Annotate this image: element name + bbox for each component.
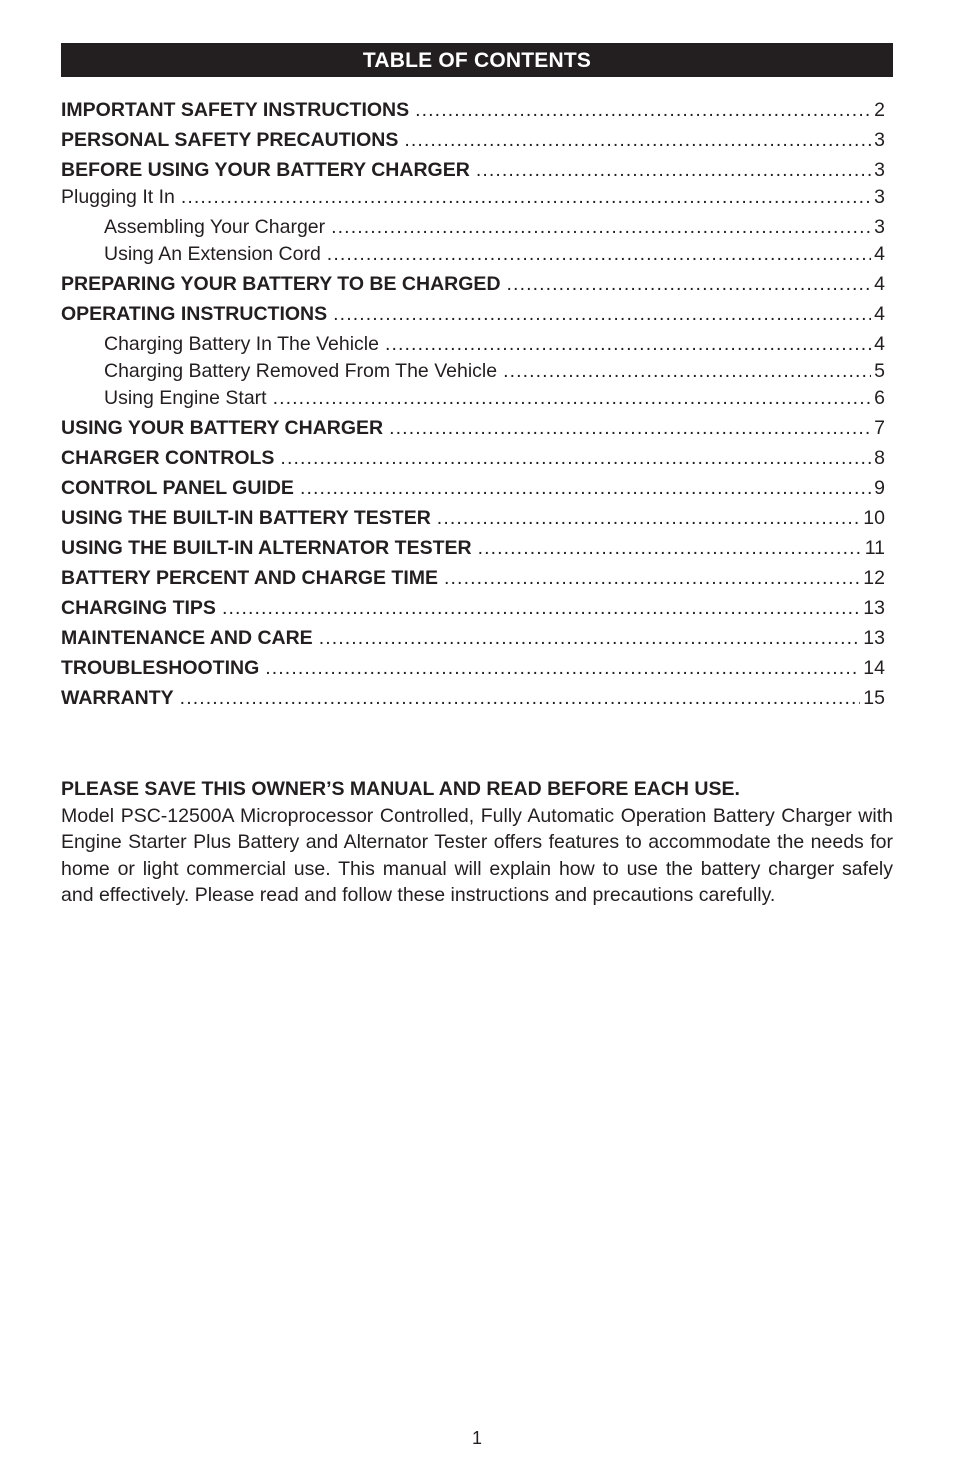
toc-entry[interactable] xyxy=(61,186,885,212)
toc-entry-label: USING THE BUILT-IN ALTERNATOR TESTER xyxy=(61,537,472,559)
toc-entry-label: PREPARING YOUR BATTERY TO BE CHARGED xyxy=(61,273,501,295)
toc-entry-label: TROUBLESHOOTING xyxy=(61,657,260,679)
toc-dot-leader xyxy=(273,387,872,410)
toc-entry-page: 11 xyxy=(864,537,885,559)
toc-entry-page: 13 xyxy=(863,627,885,649)
toc-dot-leader xyxy=(222,597,860,620)
toc-entry-label: WARRANTY xyxy=(61,687,174,709)
toc-entry-page: 2 xyxy=(874,99,885,121)
toc-dot-leader xyxy=(181,186,871,209)
toc-entry-label: MAINTENANCE AND CARE xyxy=(61,627,313,649)
toc-entry[interactable] xyxy=(61,129,885,155)
toc-entry-label: Using An Extension Cord xyxy=(104,243,321,265)
toc-entry[interactable] xyxy=(61,273,885,299)
toc-entry-page: 15 xyxy=(863,687,885,709)
toc-entry-page: 6 xyxy=(874,387,885,409)
toc-entry[interactable] xyxy=(61,360,885,386)
toc-entry-page: 8 xyxy=(874,447,885,469)
toc-dot-leader xyxy=(300,477,871,500)
toc-entry-label: OPERATING INSTRUCTIONS xyxy=(61,303,328,325)
intro-section xyxy=(61,776,893,909)
toc-dot-leader xyxy=(389,417,871,440)
toc-entry[interactable] xyxy=(61,387,885,413)
toc-entry-page: 3 xyxy=(874,216,885,238)
toc-dot-leader xyxy=(503,360,871,383)
toc-entry[interactable] xyxy=(61,507,885,533)
toc-entry[interactable] xyxy=(61,303,885,329)
toc-entry[interactable] xyxy=(61,216,885,242)
toc-dot-leader xyxy=(478,537,862,560)
toc-entry[interactable] xyxy=(61,687,885,713)
toc-entry-page: 9 xyxy=(874,477,885,499)
toc-entry-page: 4 xyxy=(874,273,885,295)
toc-entry-page: 12 xyxy=(863,567,885,589)
toc-dot-leader xyxy=(476,159,871,182)
toc-dot-leader xyxy=(444,567,860,590)
intro-heading: PLEASE SAVE THIS OWNER’S MANUAL AND READ BEFORE EACH USE. xyxy=(61,778,740,800)
toc-entry-label: Assembling Your Charger xyxy=(104,216,326,238)
toc-entry[interactable] xyxy=(61,447,885,473)
toc-dot-leader xyxy=(265,657,860,680)
toc-entry-label: USING YOUR BATTERY CHARGER xyxy=(61,417,384,439)
toc-entry-page: 4 xyxy=(874,303,885,325)
manual-page xyxy=(61,43,893,906)
toc-entry-page: 4 xyxy=(874,243,885,265)
toc-dot-leader xyxy=(180,687,861,710)
toc-dot-leader xyxy=(385,333,871,356)
toc-dot-leader xyxy=(437,507,861,530)
toc-entry[interactable] xyxy=(61,477,885,503)
toc-entry[interactable] xyxy=(61,567,885,593)
toc-entry-label: Using Engine Start xyxy=(104,387,267,409)
toc-dot-leader xyxy=(507,273,872,296)
toc-entry-label: USING THE BUILT-IN BATTERY TESTER xyxy=(61,507,431,529)
toc-dot-leader xyxy=(280,447,871,470)
toc-entry-page: 5 xyxy=(874,360,885,382)
toc-entry-label: Charging Battery Removed From The Vehicle xyxy=(104,360,498,382)
toc-entry-page: 4 xyxy=(874,333,885,355)
toc-entry[interactable] xyxy=(61,159,885,185)
toc-dot-leader xyxy=(415,99,871,122)
toc-entry[interactable] xyxy=(61,657,885,683)
toc-entry-page: 7 xyxy=(874,417,885,439)
toc-title: TABLE OF CONTENTS xyxy=(362,49,592,72)
toc-entry-page: 13 xyxy=(863,597,885,619)
toc-entry[interactable] xyxy=(61,537,885,563)
toc-entry[interactable] xyxy=(61,333,885,359)
page-number: 1 xyxy=(471,1428,482,1448)
toc-entry-label: PERSONAL SAFETY PRECAUTIONS xyxy=(61,129,399,151)
toc-dot-leader xyxy=(404,129,871,152)
toc-entry-label: Plugging It In xyxy=(61,186,175,208)
toc-dot-leader xyxy=(331,216,871,239)
toc-entry-label: CHARGING TIPS xyxy=(61,597,216,619)
toc-entry-page: 3 xyxy=(874,186,885,208)
toc-entry-page: 10 xyxy=(863,507,885,529)
toc-dot-leader xyxy=(333,303,871,326)
toc-entry[interactable] xyxy=(61,99,885,125)
toc-entry-page: 3 xyxy=(874,159,885,181)
toc-entry[interactable] xyxy=(61,597,885,623)
toc-entry[interactable] xyxy=(61,627,885,653)
toc-dot-leader xyxy=(327,243,871,266)
toc-header xyxy=(61,43,893,77)
toc-entry-page: 3 xyxy=(874,129,885,151)
toc-entry-page: 14 xyxy=(863,657,885,679)
toc-dot-leader xyxy=(319,627,861,650)
toc-entry-label: BEFORE USING YOUR BATTERY CHARGER xyxy=(61,159,470,181)
toc-entry-label: CHARGER CONTROLS xyxy=(61,447,275,469)
intro-body: Model PSC-12500A Microprocessor Controlled, Fully Automatic Operation Battery Charger with Engine Starter Plus Battery and Alternator Tester offers features to accommodate the needs for home or light commercial use. This manual will explain how to use the battery charger safely and effectively. Please read and follow these instructions and precautions carefully. xyxy=(61,804,893,906)
toc-entry-label: Charging Battery In The Vehicle xyxy=(104,333,379,355)
toc-entry[interactable] xyxy=(61,417,885,443)
toc-entry-label: BATTERY PERCENT AND CHARGE TIME xyxy=(61,567,439,589)
toc-entry-label: IMPORTANT SAFETY INSTRUCTIONS xyxy=(61,99,410,121)
toc-entry[interactable] xyxy=(61,243,885,269)
toc-entry-label: CONTROL PANEL GUIDE xyxy=(61,477,294,499)
